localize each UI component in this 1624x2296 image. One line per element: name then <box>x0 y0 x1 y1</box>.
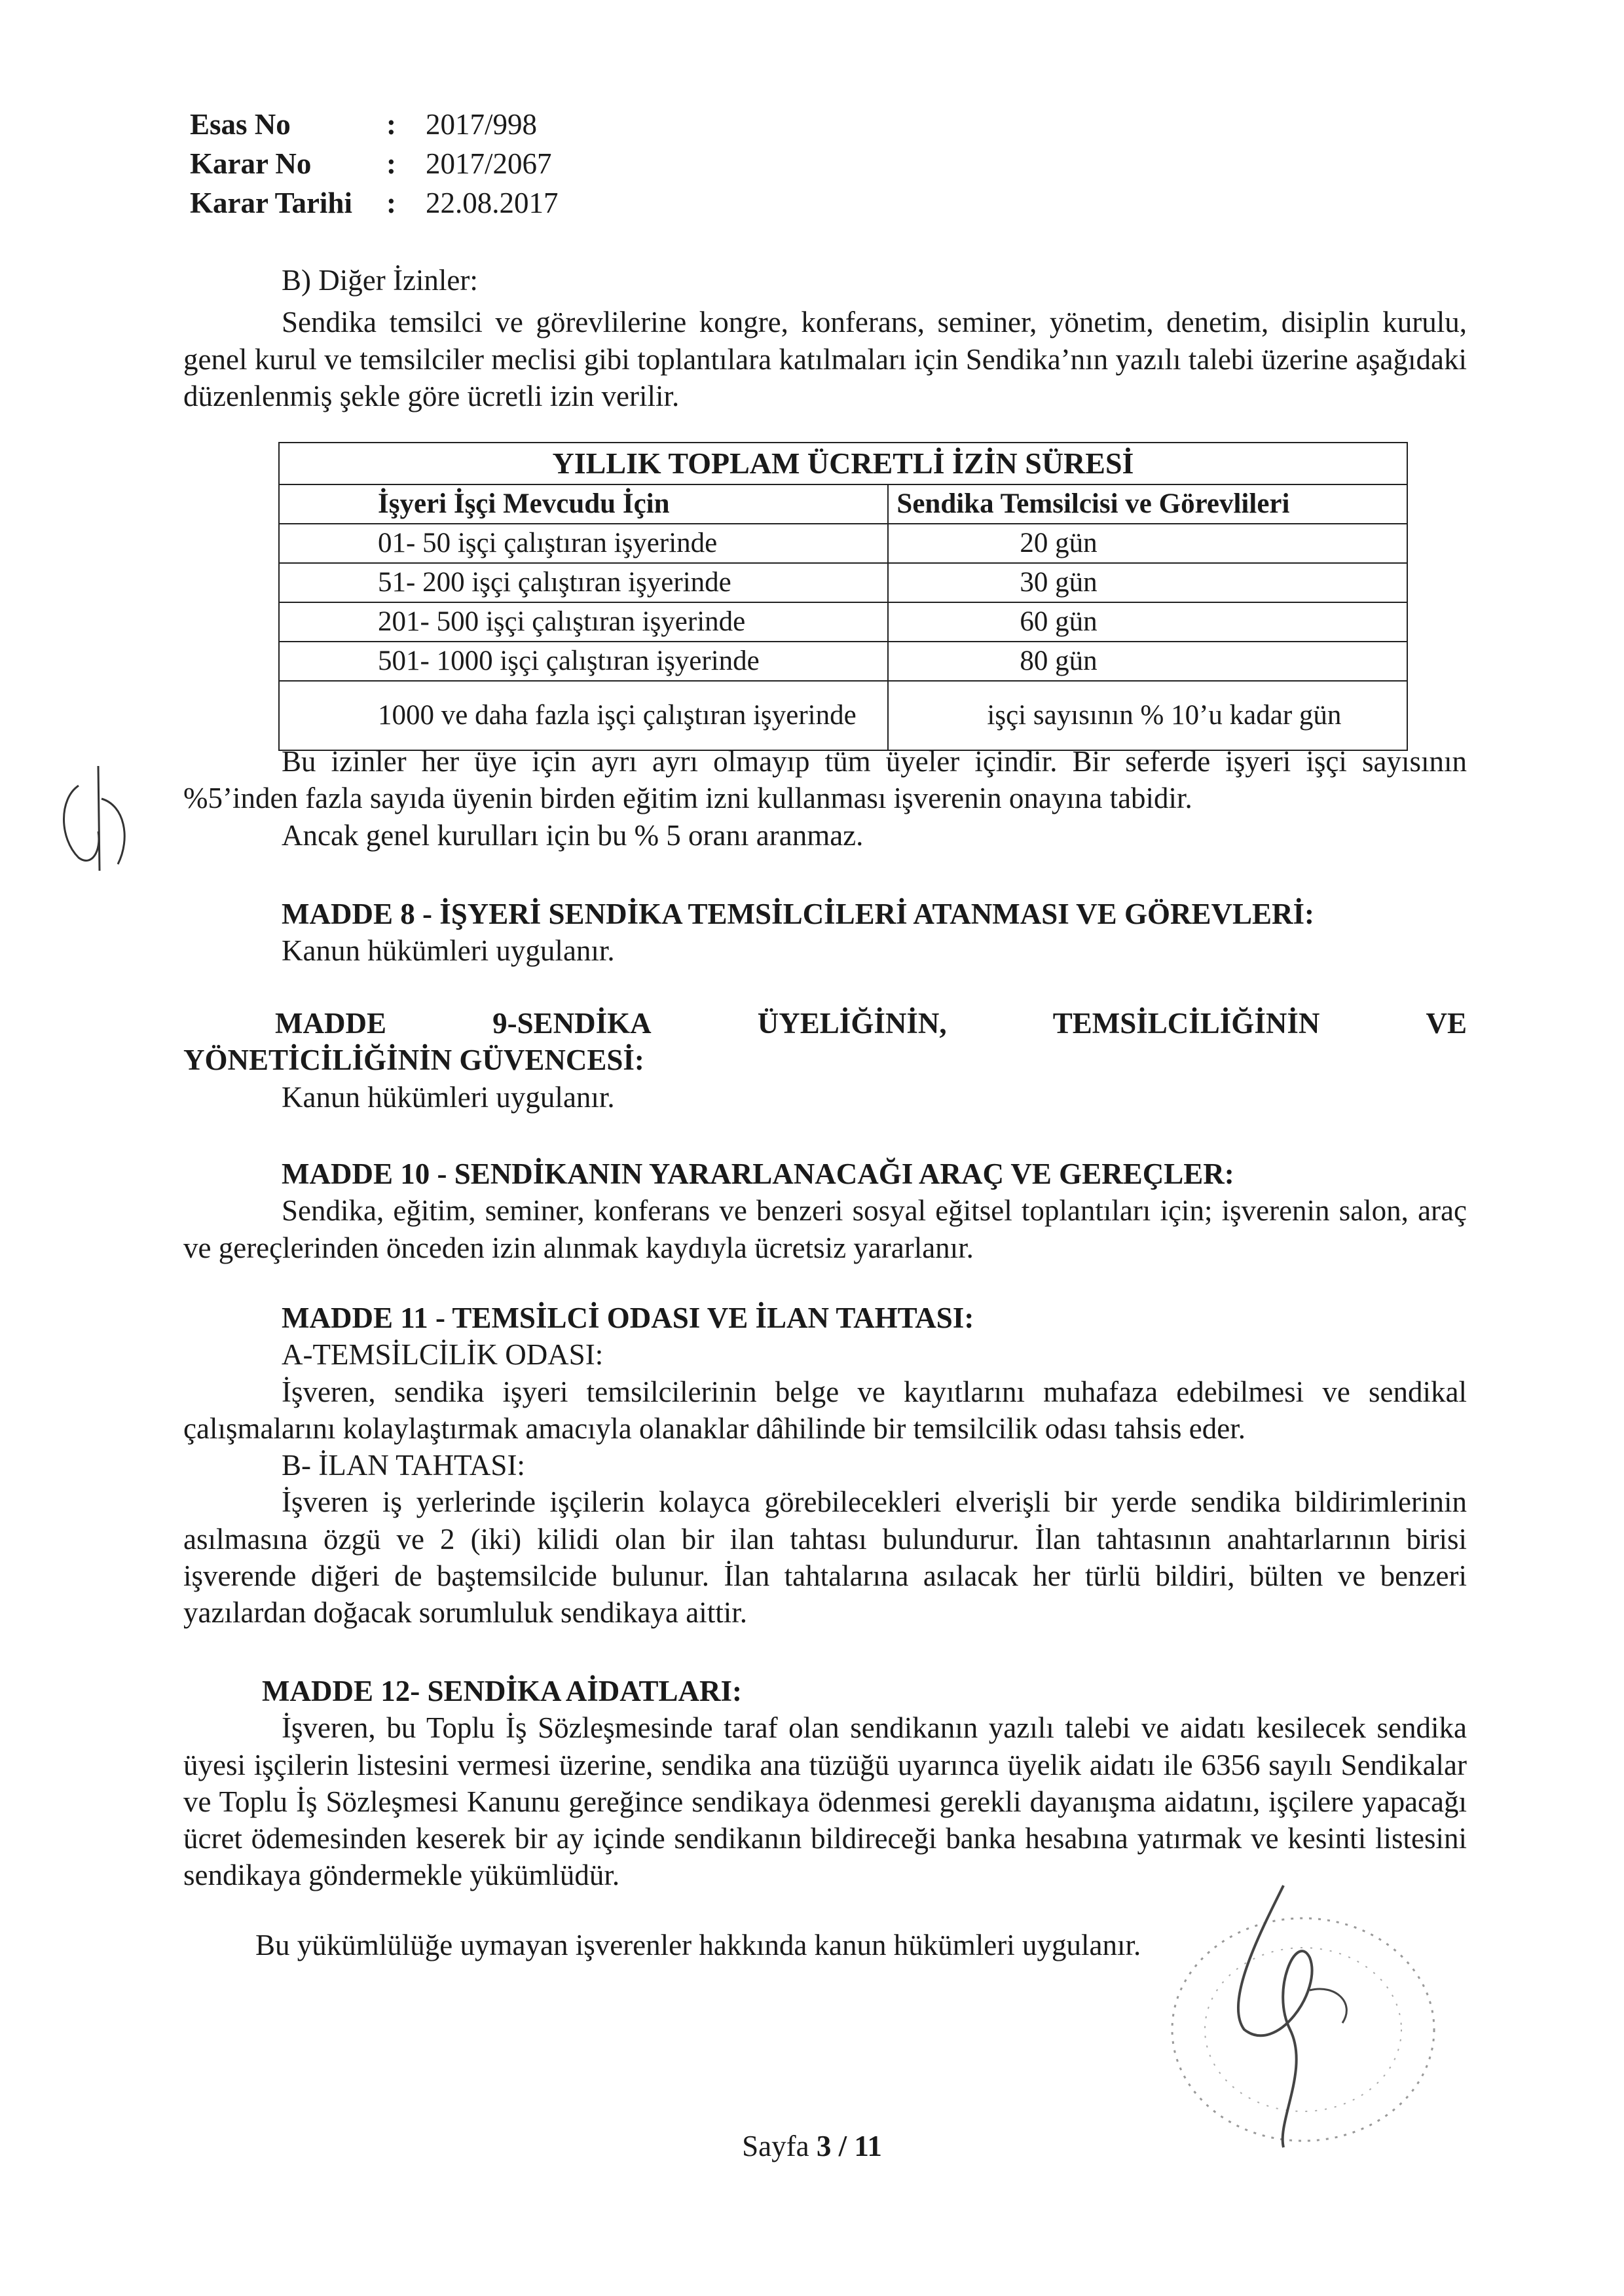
page-footer-prefix: Sayfa <box>742 2130 817 2162</box>
madde-9-word: MADDE <box>275 1007 386 1040</box>
header-row-karar-tarihi <box>190 183 688 223</box>
madde-11-text-a: İşveren, sendika işyeri temsilcilerinin belge ve kayıtlarını muhafaza edebilmesi ve sendikal çalışmalarını kolaylaştırmak amacıyla olanaklar dâhilinde bir temsilcilik odası tahsis eder. <box>183 1375 1467 1445</box>
header-row-karar-no <box>190 144 688 183</box>
madde-11-sub-a: A-TEMSİLCİLİK ODASI: <box>282 1338 604 1372</box>
madde-9-word: 9-SENDİKA <box>492 1007 652 1040</box>
after-table-p2: Ancak genel kurulları için bu % 5 oranı aranmaz. <box>282 818 864 852</box>
table-row <box>279 602 1407 642</box>
karar-no-sep: : <box>386 147 396 180</box>
table-cell-days: işçi sayısının % 10’u kadar gün <box>888 681 1407 750</box>
madde-9-title-line2: YÖNETİCİLİĞİNİN GÜVENCESİ: <box>183 1044 644 1077</box>
karar-no-value: 2017/2067 <box>426 147 552 180</box>
leave-table <box>278 442 1408 751</box>
karar-no-label: Karar No <box>190 147 312 180</box>
madde-11 <box>183 1300 1467 1631</box>
madde-9 <box>183 1005 1467 1116</box>
madde-9-text: Kanun hükümleri uygulanır. <box>282 1080 615 1114</box>
table-cell-days: 20 gün <box>888 524 1407 563</box>
madde-8-title: MADDE 8 - İŞYERİ SENDİKA TEMSİLCİLERİ ATANMASI VE GÖREVLERİ: <box>282 898 1314 930</box>
table-title-row <box>279 443 1407 484</box>
madde-10-title: MADDE 10 - SENDİKANIN YARARLANACAĞI ARAÇ VE GEREÇLER: <box>282 1157 1234 1190</box>
margin-signature-icon <box>39 759 157 877</box>
stamp-signature-icon <box>1126 1859 1454 2160</box>
table-header-row <box>279 484 1407 524</box>
madde-11-sub-b: B- İLAN TAHTASI: <box>282 1449 525 1482</box>
table-title: YILLIK TOPLAM ÜCRETLİ İZİN SÜRESİ <box>279 443 1407 484</box>
madde-9-word: ÜYELİĞİNİN, <box>757 1007 947 1040</box>
section-b-text: Sendika temsilci ve görevlilerine kongre, konferans, seminer, yönetim, denetim, disiplin kurulu, genel kurul ve temsilciler meclisi gibi toplantılara katılmaları için Sendika’nın yazılı talebi üzerine aşağıdaki düzenlenmiş şekle göre ücretli izin verilir. <box>183 306 1467 412</box>
table-row <box>279 524 1407 563</box>
karar-tarihi-value: 22.08.2017 <box>426 186 559 219</box>
madde-11-text-b: İşveren iş yerlerinde işçilerin kolayca görebilecekleri elverişli bir yerde sendika bildirimlerinin asılmasına özgü ve 2 (iki) kilidi olan bir ilan tahtası bulundurur. İlan tahtasının anahtarlarının birisi işverende diğeri de baştemsilcide bulunur. İlan tahtalarına asılacak her türlü bildiri, bülten ve benzeri yazılardan doğacak sorumluluk sendikaya aittir. <box>183 1485 1467 1629</box>
table-cell-range: 51- 200 işçi çalıştıran işyerinde <box>279 563 888 602</box>
section-b-title: B) Diğer İzinler: <box>282 264 478 297</box>
table-cell-range: 1000 ve daha fazla işçi çalıştıran işyerinde <box>279 681 888 750</box>
madde-12-title: MADDE 12- SENDİKA AİDATLARI: <box>262 1675 742 1707</box>
esas-value: 2017/998 <box>426 107 538 141</box>
section-b <box>183 262 1467 414</box>
table-cell-days: 80 gün <box>888 642 1407 681</box>
madde-9-word: TEMSİLCİLİĞİNİN <box>1052 1007 1320 1040</box>
table-cell-range: 501- 1000 işçi çalıştıran işyerinde <box>279 642 888 681</box>
madde-10-text: Sendika, eğitim, seminer, konferans ve benzeri sosyal eğitsel toplantıları için; işverenin salon, araç ve gereçlerinden önceden izin alınmak kaydıyla ücretsiz yararlanır. <box>183 1194 1467 1264</box>
esas-sep: : <box>386 107 396 141</box>
madde-9-title-line1 <box>183 1005 1467 1042</box>
madde-12-text: İşveren, bu Toplu İş Sözleşmesinde taraf olan sendikanın yazılı talebi ve aidatı kesilecek sendika üyesi işçilerin listesini vermesi üzerine, sendika ana tüzüğü uyarınca üyelik aidatı ile 6356 sayılı Sendikalar ve Toplu İş Sözleşmesi Kanunu gereğince sendikaya ödenmesi gerekli dayanışma aidatını, işçilere yapacağı ücret ödemesinden keserek bir ay içinde sendikanın bildireceği banka hesabına yatırmak ve kesinti listesini sendikaya göndermekle yükümlüdür. <box>183 1711 1467 1892</box>
madde-11-title: MADDE 11 - TEMSİLCİ ODASI VE İLAN TAHTASI: <box>282 1302 974 1334</box>
page-footer <box>0 2128 1624 2164</box>
madde-8-text: Kanun hükümleri uygulanır. <box>282 934 615 968</box>
madde-9-word: VE <box>1426 1007 1467 1040</box>
karar-tarihi-label: Karar Tarihi <box>190 186 352 219</box>
header-row-esas <box>190 105 688 144</box>
table-col1-header: İşyeri İşçi Mevcudu İçin <box>279 484 888 524</box>
table-cell-range: 01- 50 işçi çalıştıran işyerinde <box>279 524 888 563</box>
after-table-text <box>183 743 1467 854</box>
table-col2-header: Sendika Temsilcisi ve Görevlileri <box>888 484 1407 524</box>
table-row <box>279 681 1407 750</box>
table-row <box>279 563 1407 602</box>
page-number: 3 / 11 <box>816 2130 882 2162</box>
karar-tarihi-sep: : <box>386 186 396 219</box>
table-row <box>279 642 1407 681</box>
table-cell-range: 201- 500 işçi çalıştıran işyerinde <box>279 602 888 642</box>
madde-10 <box>183 1156 1467 1266</box>
madde-12-text2: Bu yükümlülüğe uymayan işverenler hakkında kanun hükümleri uygulanır. <box>255 1928 1141 1961</box>
after-table-p1: Bu izinler her üye için ayrı ayrı olmayıp tüm üyeler içindir. Bir seferde işyeri işçi sayısının %5’inden fazla sayıda üyenin birden eğitim izni kullanması işverenin onayına tabidir. <box>183 745 1467 815</box>
decision-header <box>190 105 688 223</box>
esas-label: Esas No <box>190 107 291 141</box>
table-cell-days: 30 gün <box>888 563 1407 602</box>
madde-8 <box>183 896 1467 970</box>
table-cell-days: 60 gün <box>888 602 1407 642</box>
